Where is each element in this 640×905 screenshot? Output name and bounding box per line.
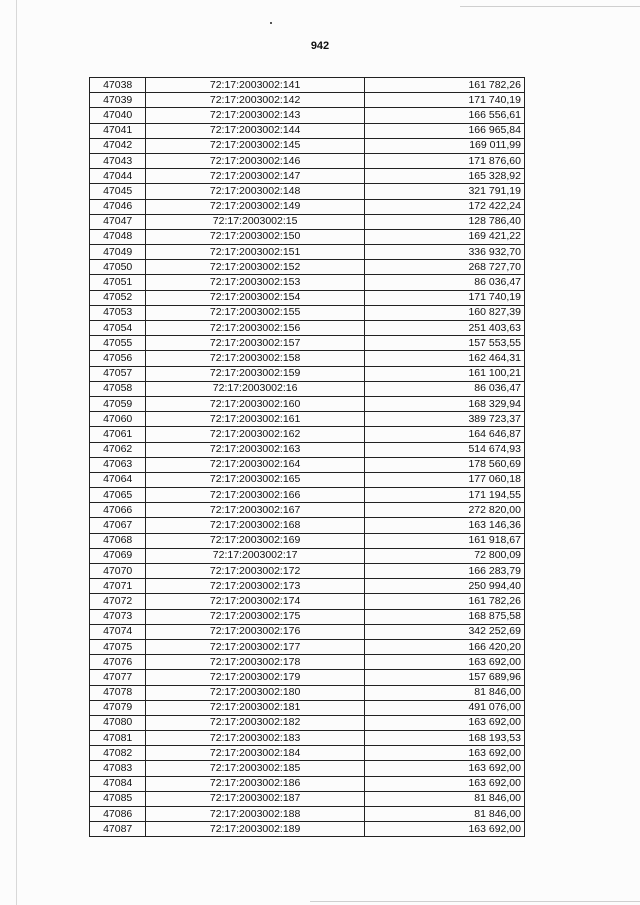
row-number-cell: 47044	[90, 169, 146, 184]
row-number-cell: 47076	[90, 655, 146, 670]
table-row	[90, 579, 525, 594]
row-number-cell: 47059	[90, 396, 146, 411]
value-cell: 251 403,63	[364, 321, 524, 336]
row-number-cell: 47082	[90, 746, 146, 761]
table-row	[90, 199, 525, 214]
value-cell: 171 740,19	[364, 93, 524, 108]
table-row	[90, 715, 525, 730]
row-number-cell: 47054	[90, 321, 146, 336]
cadastral-number-cell: 72:17:2003002:150	[146, 229, 365, 244]
cadastral-number-cell: 72:17:2003002:164	[146, 457, 365, 472]
table-row	[90, 761, 525, 776]
page-number: 942	[310, 40, 330, 52]
row-number-cell: 47079	[90, 700, 146, 715]
value-cell: 128 786,40	[364, 214, 524, 229]
row-number-cell: 47077	[90, 670, 146, 685]
table-row	[90, 776, 525, 791]
cadastral-number-cell: 72:17:2003002:187	[146, 791, 365, 806]
cadastral-number-cell: 72:17:2003002:158	[146, 351, 365, 366]
value-cell: 514 674,93	[364, 442, 524, 457]
value-cell: 178 560,69	[364, 457, 524, 472]
value-cell: 163 146,36	[364, 518, 524, 533]
value-cell: 86 036,47	[364, 381, 524, 396]
cadastral-number-cell: 72:17:2003002:144	[146, 123, 365, 138]
value-cell: 336 932,70	[364, 245, 524, 260]
cadastral-number-cell: 72:17:2003002:168	[146, 518, 365, 533]
cadastral-number-cell: 72:17:2003002:156	[146, 321, 365, 336]
value-cell: 168 875,58	[364, 609, 524, 624]
table-row	[90, 746, 525, 761]
table-row	[90, 685, 525, 700]
table-row	[90, 503, 525, 518]
scan-margin-line	[16, 0, 17, 905]
cadastral-number-cell: 72:17:2003002:181	[146, 700, 365, 715]
table-row	[90, 184, 525, 199]
row-number-cell: 47063	[90, 457, 146, 472]
table-row	[90, 731, 525, 746]
cadastral-number-cell: 72:17:2003002:151	[146, 245, 365, 260]
cadastral-number-cell: 72:17:2003002:176	[146, 624, 365, 639]
cadastral-number-cell: 72:17:2003002:186	[146, 776, 365, 791]
value-cell: 160 827,39	[364, 305, 524, 320]
table-row	[90, 518, 525, 533]
row-number-cell: 47056	[90, 351, 146, 366]
row-number-cell: 47043	[90, 153, 146, 168]
value-cell: 164 646,87	[364, 427, 524, 442]
table-row	[90, 381, 525, 396]
row-number-cell: 47057	[90, 366, 146, 381]
row-number-cell: 47041	[90, 123, 146, 138]
table-row	[90, 564, 525, 579]
cadastral-number-cell: 72:17:2003002:179	[146, 670, 365, 685]
row-number-cell: 47053	[90, 305, 146, 320]
value-cell: 166 420,20	[364, 639, 524, 654]
value-cell: 321 791,19	[364, 184, 524, 199]
value-cell: 163 692,00	[364, 746, 524, 761]
table-row	[90, 336, 525, 351]
row-number-cell: 47071	[90, 579, 146, 594]
table-row	[90, 488, 525, 503]
table-row	[90, 366, 525, 381]
value-cell: 81 846,00	[364, 791, 524, 806]
row-number-cell: 47078	[90, 685, 146, 700]
table-row	[90, 214, 525, 229]
row-number-cell: 47087	[90, 822, 146, 837]
row-number-cell: 47068	[90, 533, 146, 548]
row-number-cell: 47058	[90, 381, 146, 396]
value-cell: 171 740,19	[364, 290, 524, 305]
value-cell: 172 422,24	[364, 199, 524, 214]
table-row	[90, 412, 525, 427]
cadastral-number-cell: 72:17:2003002:173	[146, 579, 365, 594]
row-number-cell: 47048	[90, 229, 146, 244]
table-row	[90, 472, 525, 487]
row-number-cell: 47072	[90, 594, 146, 609]
cadastral-number-cell: 72:17:2003002:163	[146, 442, 365, 457]
table-row	[90, 321, 525, 336]
cadastral-number-cell: 72:17:2003002:162	[146, 427, 365, 442]
table-row	[90, 624, 525, 639]
table-row	[90, 639, 525, 654]
value-cell: 157 689,96	[364, 670, 524, 685]
table-row	[90, 290, 525, 305]
row-number-cell: 47075	[90, 639, 146, 654]
value-cell: 81 846,00	[364, 807, 524, 822]
row-number-cell: 47070	[90, 564, 146, 579]
cadastral-number-cell: 72:17:2003002:17	[146, 548, 365, 563]
cadastral-number-cell: 72:17:2003002:143	[146, 108, 365, 123]
value-cell: 163 692,00	[364, 655, 524, 670]
value-cell: 161 918,67	[364, 533, 524, 548]
cadastral-number-cell: 72:17:2003002:146	[146, 153, 365, 168]
row-number-cell: 47049	[90, 245, 146, 260]
row-number-cell: 47060	[90, 412, 146, 427]
value-cell: 163 692,00	[364, 776, 524, 791]
value-cell: 342 252,69	[364, 624, 524, 639]
value-cell: 268 727,70	[364, 260, 524, 275]
cadastral-number-cell: 72:17:2003002:188	[146, 807, 365, 822]
cadastral-number-cell: 72:17:2003002:166	[146, 488, 365, 503]
cadastral-number-cell: 72:17:2003002:141	[146, 78, 365, 93]
table-row	[90, 609, 525, 624]
row-number-cell: 47067	[90, 518, 146, 533]
value-cell: 163 692,00	[364, 822, 524, 837]
value-cell: 162 464,31	[364, 351, 524, 366]
table-row	[90, 78, 525, 93]
table-row	[90, 594, 525, 609]
cadastral-number-cell: 72:17:2003002:172	[146, 564, 365, 579]
value-cell: 250 994,40	[364, 579, 524, 594]
cadastral-number-cell: 72:17:2003002:169	[146, 533, 365, 548]
cadastral-number-cell: 72:17:2003002:184	[146, 746, 365, 761]
value-cell: 163 692,00	[364, 715, 524, 730]
row-number-cell: 47073	[90, 609, 146, 624]
table-row	[90, 791, 525, 806]
row-number-cell: 47085	[90, 791, 146, 806]
cadastral-number-cell: 72:17:2003002:183	[146, 731, 365, 746]
row-number-cell: 47065	[90, 488, 146, 503]
value-cell: 72 800,09	[364, 548, 524, 563]
cadastral-number-cell: 72:17:2003002:159	[146, 366, 365, 381]
value-cell: 81 846,00	[364, 685, 524, 700]
table-row	[90, 305, 525, 320]
row-number-cell: 47040	[90, 108, 146, 123]
row-number-cell: 47038	[90, 78, 146, 93]
row-number-cell: 47039	[90, 93, 146, 108]
value-cell: 169 421,22	[364, 229, 524, 244]
table-row	[90, 427, 525, 442]
cadastral-number-cell: 72:17:2003002:175	[146, 609, 365, 624]
cadastral-number-cell: 72:17:2003002:180	[146, 685, 365, 700]
table-row	[90, 138, 525, 153]
cadastral-number-cell: 72:17:2003002:155	[146, 305, 365, 320]
table-row	[90, 548, 525, 563]
table-row	[90, 108, 525, 123]
table-row	[90, 700, 525, 715]
value-cell: 168 329,94	[364, 396, 524, 411]
table-row	[90, 260, 525, 275]
table-row	[90, 169, 525, 184]
scan-edge-line-bottom	[310, 901, 640, 902]
row-number-cell: 47055	[90, 336, 146, 351]
table-row	[90, 229, 525, 244]
cadastral-number-cell: 72:17:2003002:157	[146, 336, 365, 351]
value-cell: 161 782,26	[364, 78, 524, 93]
cadastral-number-cell: 72:17:2003002:178	[146, 655, 365, 670]
row-number-cell: 47052	[90, 290, 146, 305]
cadastral-number-cell: 72:17:2003002:145	[146, 138, 365, 153]
row-number-cell: 47083	[90, 761, 146, 776]
row-number-cell: 47061	[90, 427, 146, 442]
table-row	[90, 153, 525, 168]
table-row	[90, 396, 525, 411]
table-row	[90, 123, 525, 138]
table-row	[90, 245, 525, 260]
value-cell: 157 553,55	[364, 336, 524, 351]
cadastral-number-cell: 72:17:2003002:182	[146, 715, 365, 730]
cadastral-number-cell: 72:17:2003002:149	[146, 199, 365, 214]
value-cell: 166 283,79	[364, 564, 524, 579]
cadastral-number-cell: 72:17:2003002:177	[146, 639, 365, 654]
cadastral-number-cell: 72:17:2003002:147	[146, 169, 365, 184]
table-row	[90, 807, 525, 822]
cadastral-number-cell: 72:17:2003002:15	[146, 214, 365, 229]
value-cell: 86 036,47	[364, 275, 524, 290]
value-cell: 166 556,61	[364, 108, 524, 123]
value-cell: 168 193,53	[364, 731, 524, 746]
cadastral-number-cell: 72:17:2003002:160	[146, 396, 365, 411]
cadastral-number-cell: 72:17:2003002:165	[146, 472, 365, 487]
table-row	[90, 822, 525, 837]
table-row	[90, 351, 525, 366]
table-row	[90, 655, 525, 670]
table-row	[90, 93, 525, 108]
row-number-cell: 47080	[90, 715, 146, 730]
value-cell: 161 782,26	[364, 594, 524, 609]
parcel-table-body	[90, 78, 525, 837]
table-row	[90, 442, 525, 457]
value-cell: 171 194,55	[364, 488, 524, 503]
row-number-cell: 47086	[90, 807, 146, 822]
cadastral-number-cell: 72:17:2003002:174	[146, 594, 365, 609]
row-number-cell: 47062	[90, 442, 146, 457]
row-number-cell: 47064	[90, 472, 146, 487]
value-cell: 161 100,21	[364, 366, 524, 381]
row-number-cell: 47069	[90, 548, 146, 563]
row-number-cell: 47047	[90, 214, 146, 229]
value-cell: 272 820,00	[364, 503, 524, 518]
cadastral-number-cell: 72:17:2003002:185	[146, 761, 365, 776]
cadastral-number-cell: 72:17:2003002:189	[146, 822, 365, 837]
parcel-table	[89, 77, 525, 837]
cadastral-number-cell: 72:17:2003002:154	[146, 290, 365, 305]
cadastral-number-cell: 72:17:2003002:16	[146, 381, 365, 396]
row-number-cell: 47046	[90, 199, 146, 214]
row-number-cell: 47051	[90, 275, 146, 290]
scan-dot	[270, 22, 272, 24]
value-cell: 165 328,92	[364, 169, 524, 184]
cadastral-number-cell: 72:17:2003002:161	[146, 412, 365, 427]
value-cell: 389 723,37	[364, 412, 524, 427]
value-cell: 491 076,00	[364, 700, 524, 715]
value-cell: 169 011,99	[364, 138, 524, 153]
cadastral-number-cell: 72:17:2003002:167	[146, 503, 365, 518]
value-cell: 163 692,00	[364, 761, 524, 776]
row-number-cell: 47074	[90, 624, 146, 639]
row-number-cell: 47050	[90, 260, 146, 275]
cadastral-number-cell: 72:17:2003002:148	[146, 184, 365, 199]
table-row	[90, 275, 525, 290]
value-cell: 166 965,84	[364, 123, 524, 138]
scan-edge-line-top	[460, 6, 640, 7]
table-row	[90, 533, 525, 548]
table-row	[90, 457, 525, 472]
cadastral-number-cell: 72:17:2003002:152	[146, 260, 365, 275]
row-number-cell: 47084	[90, 776, 146, 791]
row-number-cell: 47045	[90, 184, 146, 199]
row-number-cell: 47042	[90, 138, 146, 153]
cadastral-number-cell: 72:17:2003002:153	[146, 275, 365, 290]
value-cell: 171 876,60	[364, 153, 524, 168]
row-number-cell: 47081	[90, 731, 146, 746]
cadastral-number-cell: 72:17:2003002:142	[146, 93, 365, 108]
row-number-cell: 47066	[90, 503, 146, 518]
table-row	[90, 670, 525, 685]
value-cell: 177 060,18	[364, 472, 524, 487]
